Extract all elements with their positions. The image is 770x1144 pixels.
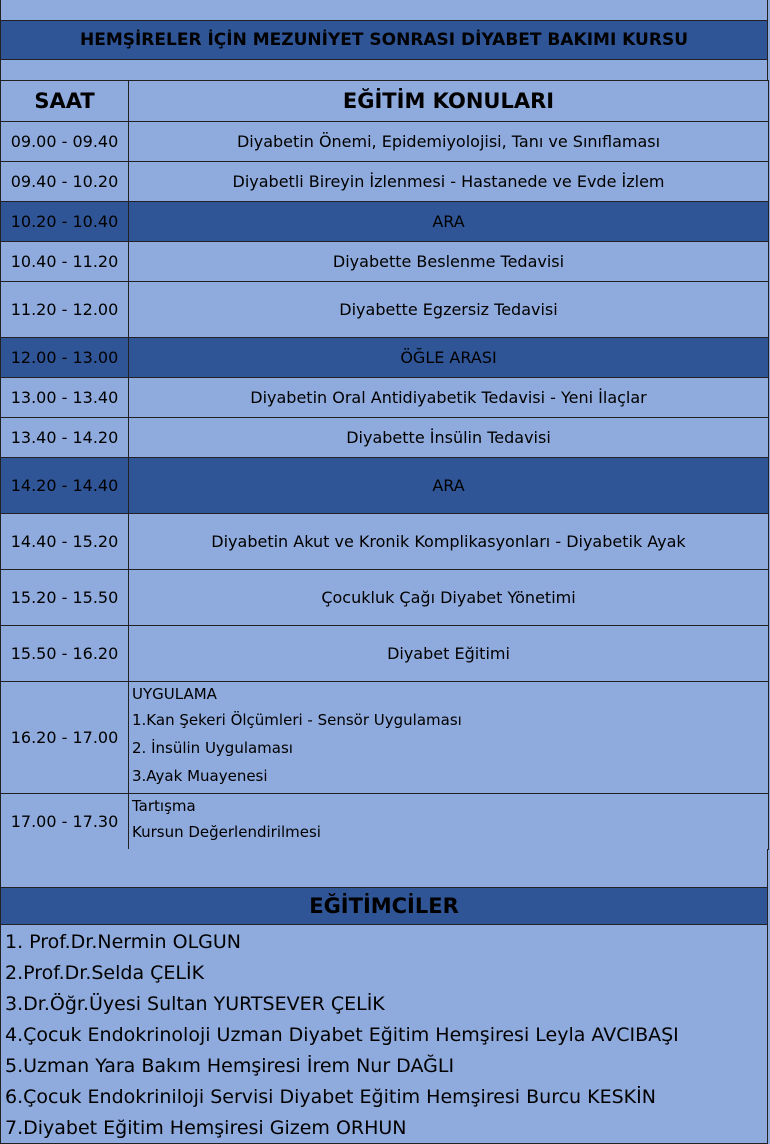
table-row: [1, 570, 769, 626]
table-spacer: [0, 849, 768, 887]
topic-cell: Diyabette Beslenme Tedavisi: [129, 242, 769, 282]
course-title-text: HEMŞİRELER İÇİN MEZUNİYET SONRASI DİYABET BAKIMI KURSU: [79, 30, 688, 50]
title-spacer: [0, 60, 768, 80]
time-cell: 10.40 - 11.20: [1, 242, 129, 282]
table-header-row: [1, 81, 769, 122]
time-cell: 14.20 - 14.40: [1, 458, 129, 514]
break-row: [1, 202, 769, 242]
time-cell: 17.00 - 17.30: [1, 794, 129, 850]
table-row: [1, 282, 769, 338]
break-cell: ARA: [129, 202, 769, 242]
table-row: [1, 242, 769, 282]
break-cell: ÖĞLE ARASI: [129, 338, 769, 378]
trainers-list: [1, 925, 767, 1144]
table-row: [1, 682, 769, 794]
trainer-item: 2.Prof.Dr.Selda ÇELİK: [5, 962, 205, 984]
time-cell: 12.00 - 13.00: [1, 338, 129, 378]
time-cell: 16.20 - 17.00: [1, 682, 129, 794]
topic-cell: Diyabetin Önemi, Epidemiyolojisi, Tanı ve Sınıflaması: [129, 122, 769, 162]
topic-cell: Diyabette İnsülin Tedavisi: [129, 418, 769, 458]
table-row: [1, 514, 769, 570]
trainer-item: 1. Prof.Dr.Nermin OLGUN: [5, 931, 242, 953]
practice-line: UYGULAMA: [132, 685, 217, 703]
topic-cell: Diyabetli Bireyin İzlenmesi - Hastanede ve Evde İzlem: [129, 162, 769, 202]
practice-line: 2. İnsülin Uygulaması: [132, 739, 293, 757]
time-cell: 14.40 - 15.20: [1, 514, 129, 570]
trainers-heading: EĞİTİMCİLER: [1, 888, 767, 925]
time-cell: 09.00 - 09.40: [1, 122, 129, 162]
time-cell: 09.40 - 10.20: [1, 162, 129, 202]
practice-line: 1.Kan Şekeri Ölçümleri - Sensör Uygulaması: [132, 711, 462, 729]
trainer-item: 7.Diyabet Eğitim Hemşiresi Gizem ORHUN: [5, 1117, 407, 1139]
time-header: SAAT: [1, 81, 129, 122]
time-cell: 10.20 - 10.40: [1, 202, 129, 242]
time-cell: 15.50 - 16.20: [1, 626, 129, 682]
topic-cell: Diyabet Eğitimi: [129, 626, 769, 682]
table-row: [1, 418, 769, 458]
discussion-line: Kursun Değerlendirilmesi: [132, 823, 321, 841]
break-row: [1, 338, 769, 378]
trainers-section: [0, 887, 768, 1144]
topic-cell: Diyabetin Oral Antidiyabetik Tedavisi - Yeni İlaçlar: [129, 378, 769, 418]
top-spacer: [0, 0, 768, 20]
time-cell: 13.00 - 13.40: [1, 378, 129, 418]
topic-cell: Çocukluk Çağı Diyabet Yönetimi: [129, 570, 769, 626]
trainer-item: 4.Çocuk Endokrinoloji Uzman Diyabet Eğitim Hemşiresi Leyla AVCIBAŞI: [5, 1024, 679, 1046]
table-row: [1, 122, 769, 162]
course-title: [0, 20, 768, 60]
trainer-item: 6.Çocuk Endokriniloji Servisi Diyabet Eğitim Hemşiresi Burcu KESKİN: [5, 1086, 656, 1108]
discussion-cell: [129, 794, 769, 850]
trainer-item: 5.Uzman Yara Bakım Hemşiresi İrem Nur DAĞLI: [5, 1055, 455, 1077]
practice-line: 3.Ayak Muayenesi: [132, 767, 268, 785]
break-cell: ARA: [129, 458, 769, 514]
time-cell: 11.20 - 12.00: [1, 282, 129, 338]
schedule-table: [0, 80, 769, 850]
discussion-line: Tartışma: [132, 797, 196, 815]
practice-cell: [129, 682, 769, 794]
table-row: [1, 378, 769, 418]
table-row: [1, 794, 769, 850]
time-cell: 13.40 - 14.20: [1, 418, 129, 458]
break-row: [1, 458, 769, 514]
table-row: [1, 626, 769, 682]
table-row: [1, 162, 769, 202]
time-cell: 15.20 - 15.50: [1, 570, 129, 626]
trainer-item: 3.Dr.Öğr.Üyesi Sultan YURTSEVER ÇELİK: [5, 993, 385, 1015]
topic-cell: Diyabette Egzersiz Tedavisi: [129, 282, 769, 338]
topic-cell: Diyabetin Akut ve Kronik Komplikasyonları - Diyabetik Ayak: [129, 514, 769, 570]
topic-header: EĞİTİM KONULARI: [129, 81, 769, 122]
